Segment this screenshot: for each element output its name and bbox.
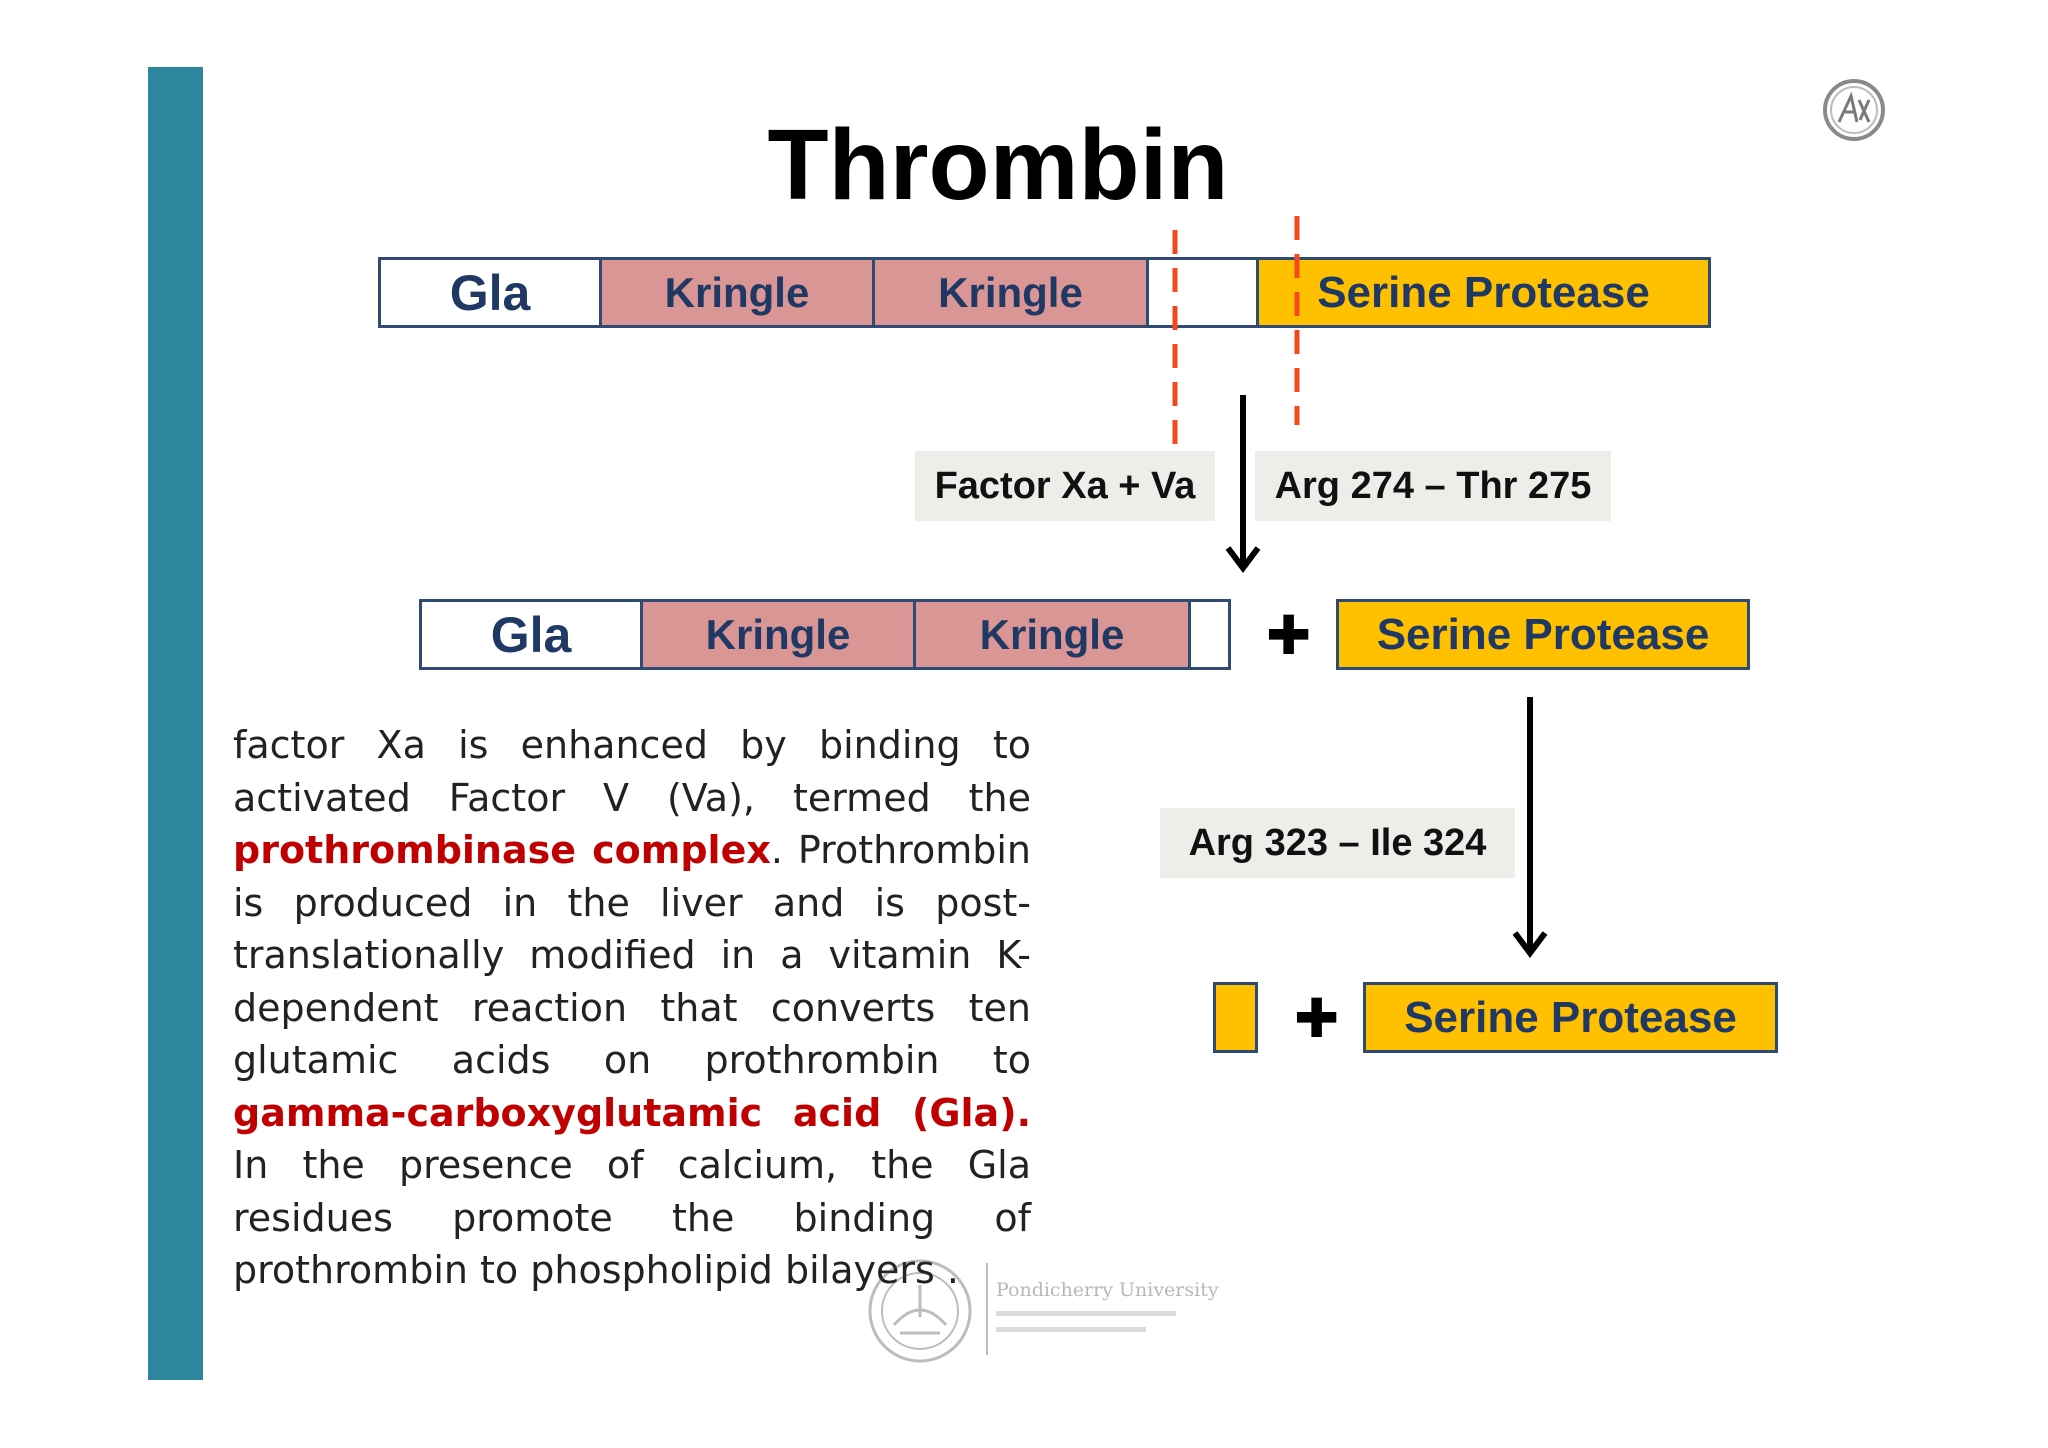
description-paragraph: factor Xa is enhanced by binding to activated Factor V (Va), termed the prothrombinase complex. Prothrombin is produced in the liver and is post-translationally modified in a vitamin K-dependent reaction that converts ten glutamic acids on prothrombin to gamma-carboxyglutamic acid (Gla). In the presence of calcium, the Gla residues promote the binding of prothrombin to phospholipid bilayers . bbox=[233, 723, 1031, 1292]
serine-protease-fragment: Serine Protease bbox=[1336, 599, 1750, 670]
page-title: Thrombin bbox=[767, 109, 1229, 221]
university-watermark bbox=[864, 1255, 1234, 1367]
gla-domain: Gla bbox=[381, 260, 602, 325]
university-seal-icon bbox=[864, 1255, 976, 1367]
gla-domain-fragment: Gla bbox=[422, 602, 643, 667]
highlight-prothrombinase: prothrombinase complex bbox=[233, 828, 771, 872]
cleavage-site-2-label: Arg 323 – Ile 324 bbox=[1160, 808, 1515, 878]
serine-protease-domain: Serine Protease bbox=[1259, 260, 1708, 325]
enzyme-label: Factor Xa + Va bbox=[915, 451, 1215, 521]
kringle-fragment-2: Kringle bbox=[916, 602, 1191, 667]
kringle-domain-1: Kringle bbox=[602, 260, 875, 325]
thrombin-serine-protease: Serine Protease bbox=[1363, 982, 1778, 1053]
plus-icon: ✚ bbox=[1266, 606, 1312, 666]
cleavage-site-1-label: Arg 274 – Thr 275 bbox=[1255, 451, 1611, 521]
highlight-gla: gamma-carboxyglutamic acid (Gla). bbox=[233, 1090, 1031, 1135]
kringle-fragment-1: Kringle bbox=[643, 602, 916, 667]
plus-icon-bottom: ✚ bbox=[1294, 989, 1340, 1049]
university-name: Pondicherry University bbox=[996, 1279, 1219, 1301]
kringle-domain-2: Kringle bbox=[875, 260, 1149, 325]
